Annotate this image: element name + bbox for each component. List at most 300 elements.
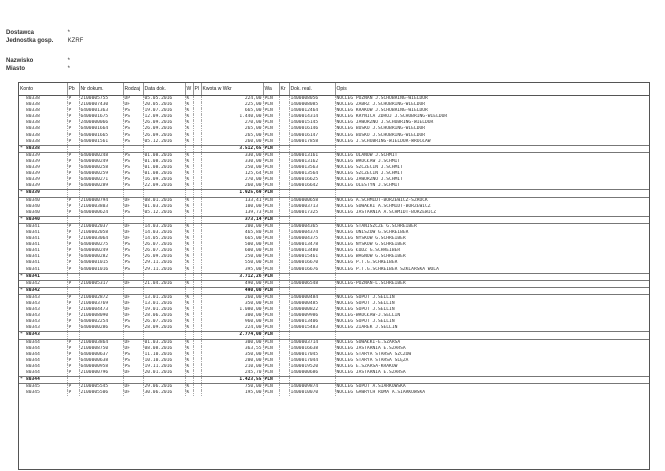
konto-cell [19,210,67,217]
w-cell: K [185,358,193,364]
doc-date-cell: 28.06.2016 [143,313,185,319]
amount-cell: 2.774,00 [201,332,263,339]
account-number: 80343 [26,294,40,300]
doc-date-cell: 14.03.2016 [143,230,185,236]
pb-cell: P [67,96,79,103]
amount-cell: 225,00 [201,102,263,108]
kr-cell [279,267,289,274]
real-doc-cell: 1400015145 [289,120,335,126]
pb-cell: P [67,102,79,108]
account-number: 80338 [26,138,40,144]
doc-date-cell: 11.10.2016 [143,352,185,358]
amount-cell: 330,00 [201,159,263,165]
real-doc-cell: 1400008056 [289,96,335,103]
doc-type-cell: PS [123,319,143,325]
real-doc-cell: 1400013162 [289,159,335,165]
row-marker: * [20,145,23,151]
doc-number-cell: 2100000794 [79,197,123,204]
description-cell: NOCLEG SZCZECIN J.SCHMIT [336,165,403,171]
konto-cell [19,139,67,146]
amount-cell: 210,00 [201,364,263,370]
real-doc-cell: 1400000485 [289,301,335,307]
row-marker: * [20,287,23,293]
doc-date-cell [143,377,185,384]
kr-cell [279,384,289,391]
currency-cell: PLN [263,152,279,159]
account-number: 80343 [26,301,40,306]
account-number: 80341 [26,223,40,229]
doc-type-cell: PS [123,183,143,190]
pb-cell: P [67,294,79,301]
city-label: Miasto [6,66,26,72]
doc-type-cell: PS [123,171,143,177]
currency-cell: PLN [263,171,279,177]
description-cell: NOCLEG SOPOT J.SELLIN [336,294,395,300]
description-cell: NOCLEG STARYA STARSA ŚLĘZA [336,357,409,363]
ledger-table-frame [18,82,650,470]
amount-cell: 224,00 [201,325,263,332]
pl-cell [193,280,201,287]
account-number: 80341 [26,273,40,279]
currency-cell: PLN [263,120,279,126]
konto-cell [19,294,67,301]
account-number: 80344 [26,339,40,345]
account-number: 80341 [26,254,40,260]
amount-cell: 300,00 [201,339,263,346]
amount-cell: 665,00 [201,108,263,114]
real-doc-cell: 1400013563 [289,165,335,171]
col-data-dok: Data dok. [143,83,185,96]
currency-cell: PLN [263,390,279,396]
w-cell: K [185,294,193,301]
w-cell: K [185,96,193,103]
pb-cell: P [67,267,79,274]
real-doc-cell: 1400016676 [289,267,335,274]
table-row [19,370,649,377]
real-doc-cell: 1400017325 [289,210,335,217]
pl-cell [193,370,201,377]
currency-cell: PLN [263,307,279,313]
description-cell [335,190,649,197]
currency-cell: PLN [263,254,279,260]
real-doc-cell: 1400013564 [289,171,335,177]
pl-cell [193,377,201,384]
pb-cell: P [67,242,79,248]
amount-cell: 1.080,00 [201,307,263,313]
doc-number-cell: 2100005317 [79,280,123,287]
doc-type-cell: DF [123,370,143,377]
pb-cell: P [67,364,79,370]
w-cell: K [185,248,193,254]
doc-number-cell: 6400000258 [79,165,123,171]
pb-cell: P [67,114,79,120]
real-doc-cell [289,145,335,152]
currency-cell: PLN [263,352,279,358]
currency-cell: PLN [263,159,279,165]
amount-cell: 490,00 [201,287,263,294]
account-number: 80344 [26,370,40,376]
ledger-table [19,83,649,396]
real-doc-cell: 1400016625 [289,177,335,183]
pb-cell: P [67,358,79,364]
pb-cell: P [67,254,79,260]
doc-number-cell: 6400000958 [79,364,123,370]
amount-cell: 139,73 [201,210,263,217]
w-cell: K [185,210,193,217]
doc-type-cell [123,287,143,294]
amount-cell: 195,00 [201,390,263,396]
currency-cell: PLN [263,294,279,301]
konto-cell [19,370,67,377]
doc-number-cell: 2100005545 [79,384,123,391]
doc-type-cell: PS [123,133,143,139]
doc-date-cell [143,190,185,197]
doc-date-cell: 05.05.2016 [143,96,185,103]
description-cell: NOCLEG UNISZÓW G.SCHREIBER [336,229,409,235]
amount-cell: 265,00 [201,133,263,139]
doc-type-cell [123,273,143,280]
col-nr-dokum: Nr dokum. [79,83,123,96]
account-number: 80344 [26,357,40,363]
description-cell: NOCLEG ULANÓW J.SCHMIT [336,152,398,158]
doc-date-cell: 12.09.2016 [143,114,185,120]
ledger-body [19,96,649,397]
pb-cell: P [67,248,79,254]
currency-cell: PLN [263,319,279,325]
description-cell: NOCLEG STANISZCZE G.SCHREIBER [336,223,417,229]
doc-type-cell: DF [123,102,143,108]
pb-cell: P [67,108,79,114]
account-number: 80343 [26,332,40,338]
description-cell: NOCLEG BUSKO J.SCHUBRING-WIELDUR [336,132,426,138]
doc-number-cell: 2400000066 [79,120,123,126]
doc-date-cell: 13.01.2016 [143,301,185,307]
description-cell: NOCLEG JAWORZNO J.SCHUBRING-WIELDUR [336,120,434,126]
real-doc-cell: 1400000658 [289,197,335,204]
w-cell: K [185,120,193,126]
pb-cell [67,190,79,197]
row-marker: * [20,332,23,338]
doc-number-cell: 6400000282 [79,254,123,260]
pl-cell [193,390,201,396]
col-dok-real: Dok. real. [289,83,335,96]
doc-number-cell: 6400000249 [79,159,123,165]
kr-cell [279,370,289,377]
doc-date-cell: 26.09.2016 [143,120,185,126]
currency-cell: PLN [263,108,279,114]
supplier-label: Dostawca [6,30,35,36]
description-cell: NOCLEG WAGNÓW G.SCHREIBER [336,254,406,260]
doc-type-cell: DF [123,384,143,391]
real-doc-cell: 1400004365 [289,223,335,230]
pb-cell: P [67,313,79,319]
currency-cell: PLN [263,197,279,204]
description-cell: NOCLEG A.SCHMIDT-BORZEWICZ-SZROCK [336,197,428,203]
w-cell: K [185,307,193,313]
real-doc-cell: 1400017858 [289,139,335,146]
description-cell: NOCLEG SZCZECIN J.SCHMIT [336,171,403,177]
real-doc-cell: 1400015461 [289,254,335,260]
col-wa: Wa [263,83,279,96]
description-cell: NOCLEG OLESTYN J.SCHMIT [336,183,401,189]
doc-type-cell: PS [123,260,143,266]
pl-cell [193,273,201,280]
pb-cell: P [67,197,79,204]
kr-cell [279,183,289,190]
real-doc-cell: 1400017045 [289,352,335,358]
pb-cell: P [67,159,79,165]
konto-cell [19,332,67,339]
description-cell: NOCLEG SOPOT J.SELLIN [336,307,395,313]
pl-cell [193,223,201,230]
subtotal-row [19,190,649,197]
doc-date-cell [143,216,185,223]
account-number: 80339 [26,183,40,189]
doc-number-cell: 6400000271 [79,177,123,183]
w-cell: K [185,339,193,346]
currency-cell: PLN [263,190,279,197]
pb-cell: P [67,223,79,230]
account-number: 80342 [26,287,40,293]
doc-number-cell: 2100003064 [79,236,123,242]
amount-cell: 395,00 [201,267,263,274]
currency-cell: PLN [263,236,279,242]
pb-cell: P [67,165,79,171]
description-cell: NOCLEG KRAKÓW J.SCHUBRING-WIELDUR [336,108,428,114]
doc-type-cell: PS [123,159,143,165]
kr-cell [279,190,289,197]
currency-cell: PLN [263,133,279,139]
w-cell [185,145,193,152]
amount-cell: 465,80 [201,230,263,236]
pl-cell [193,96,201,103]
doc-date-cell: 19.07.2016 [143,108,185,114]
currency-cell: PLN [263,260,279,266]
konto-cell [19,190,67,197]
w-cell: K [185,102,193,108]
currency-cell: PLN [263,248,279,254]
account-number: 80343 [26,325,40,331]
konto-cell [19,96,67,103]
w-cell: K [185,313,193,319]
doc-type-cell: DF [123,307,143,313]
pb-cell [67,216,79,223]
w-cell: K [185,152,193,159]
doc-number-cell: 6400000259 [79,171,123,177]
currency-cell: PLN [263,332,279,339]
amount-cell: 200,00 [201,223,263,230]
currency-cell: PLN [263,346,279,352]
description-cell [335,377,649,384]
doc-number-cell: 6400000249 [79,248,123,254]
currency-cell: PLN [263,126,279,132]
doc-date-cell: 20.05.2016 [143,102,185,108]
w-cell: K [185,280,193,287]
konto-cell [19,152,67,159]
pb-cell: P [67,370,79,377]
account-number: 80341 [26,242,40,248]
w-cell: K [185,114,193,120]
real-doc-cell: 1400013480 [289,248,335,254]
currency-cell: PLN [263,230,279,236]
doc-type-cell: DF [123,346,143,352]
doc-number-cell [79,190,123,197]
doc-date-cell: 08.01.2016 [143,197,185,204]
description-cell: NOCLEG GAWRYCH ROMA A.SIARKOWSKA [336,390,426,396]
doc-type-cell: DF [123,223,143,230]
account-number: 80341 [26,236,40,242]
doc-date-cell: 26.09.2016 [143,133,185,139]
doc-type-cell: PS [123,358,143,364]
konto-cell [19,339,67,346]
surname-value: * [67,58,71,64]
description-cell: NOCLEG BUSKO J.SCHUBRING-WIELDUR [336,126,426,132]
real-doc-cell: 1400017044 [289,358,335,364]
w-cell [185,377,193,384]
account-number: 80339 [26,171,40,177]
w-cell: K [185,301,193,307]
pb-cell: P [67,133,79,139]
konto-cell [19,280,67,287]
amount-cell: 250,00 [201,254,263,260]
doc-number-cell [79,377,123,384]
currency-cell: PLN [263,287,279,294]
account-number: 80338 [26,108,40,114]
w-cell: K [185,364,193,370]
pb-cell: P [67,390,79,396]
description-cell [335,216,649,223]
doc-number-cell: 2100002058 [79,230,123,236]
description-cell [335,273,649,280]
col-kwota: Kwota w Wkr [201,83,263,96]
doc-number-cell: 6400000624 [79,210,123,217]
real-doc-cell: 1400013478 [289,242,335,248]
konto-cell [19,377,67,384]
table-row [19,267,649,274]
doc-type-cell: PS [123,242,143,248]
doc-type-cell: PS [123,325,143,332]
amount-cell: 960,00 [201,319,263,325]
real-doc-cell: 1400019520 [289,364,335,370]
doc-number-cell: 6400001664 [79,126,123,132]
currency-cell: PLN [263,377,279,384]
real-doc-cell: 1400016638 [289,346,335,352]
table-row [19,139,649,146]
doc-date-cell [143,332,185,339]
account-number: 80342 [26,280,40,286]
doc-date-cell [143,287,185,294]
kr-cell [279,332,289,339]
doc-number-cell: 2100002037 [79,223,123,230]
currency-cell: PLN [263,114,279,120]
konto-cell [19,183,67,190]
real-doc-cell: 1400013161 [289,152,335,159]
description-cell: NOCLEG WROCŁAW J.SCHMIT [336,158,401,164]
pl-cell [193,287,201,294]
doc-type-cell: PS [123,177,143,183]
w-cell: K [185,260,193,266]
account-number: 80340 [26,197,40,203]
currency-cell: PLN [263,267,279,274]
pb-cell: P [67,280,79,287]
table-row [19,210,649,217]
w-cell: K [185,223,193,230]
currency-cell: PLN [263,301,279,307]
real-doc-cell: 1400016146 [289,126,335,132]
doc-date-cell: 08.08.2016 [143,346,185,352]
doc-date-cell: 14.05.2016 [143,236,185,242]
kr-cell [279,139,289,146]
doc-date-cell: 22.09.2016 [143,183,185,190]
account-number: 80340 [26,209,40,215]
row-marker: * [20,273,23,279]
w-cell: K [185,254,193,260]
description-cell: NOCLEG JASTARNIA E.SZARSA [336,370,406,376]
description-cell [335,287,649,294]
description-cell: NOCLEG KRYNICA ZDRÓJ J.SCHUBRING-WIELDUR [336,114,448,120]
doc-number-cell: 6400000286 [79,325,123,332]
account-number: 80339 [26,152,40,158]
description-cell: NOCLEG J.SCHUBRING-WIELDUR-WROCŁAW [336,138,431,144]
doc-date-cell: 19.01.2016 [143,307,185,313]
doc-date-cell: 26.07.2016 [143,248,185,254]
description-cell: NOCLEG P.T.G.SCHREIBER [336,260,398,266]
amount-cell: 3.712,26 [201,273,263,280]
real-doc-cell: 1400004375 [289,236,335,242]
amount-cell: 363,55 [201,346,263,352]
row-marker: * [20,190,23,196]
pb-cell [67,332,79,339]
doc-number-cell: 2100005755 [79,96,123,103]
currency-cell: PLN [263,280,279,287]
doc-type-cell [123,332,143,339]
kr-cell [279,216,289,223]
real-doc-cell [289,273,335,280]
pb-cell: P [67,230,79,236]
account-number: 80344 [26,377,40,383]
doc-number-cell: 6400001665 [79,133,123,139]
description-cell: NOCLEG SOPOT A.SIARKOWSKA [336,384,406,390]
description-cell: NOCLEG JASTARNIA A.SCHMIDT-BORZEWICZ [336,209,437,215]
table-row [19,96,649,103]
table-row [19,280,649,287]
description-cell: NOCLEG ZABRZ J.SCHUBRING-WIELDUR [336,102,426,108]
account-number: 80339 [26,158,40,164]
real-doc-cell [289,377,335,384]
doc-type-cell: DF [123,301,143,307]
doc-number-cell: 6400000248 [79,152,123,159]
doc-type-cell: PS [123,139,143,146]
table-header-row [19,83,649,96]
doc-date-cell: 14.03.2016 [143,223,185,230]
account-number: 80345 [26,384,40,390]
description-cell [335,145,649,152]
account-number: 80344 [26,345,40,351]
account-number: 80338 [26,145,40,151]
row-marker: * [20,216,23,222]
kr-cell [279,197,289,204]
doc-type-cell: PS [123,114,143,120]
w-cell: K [185,177,193,183]
doc-number-cell: 6400001363 [79,108,123,114]
pb-cell: P [67,236,79,242]
table-row [19,325,649,332]
surname-label: Nazwisko [6,58,34,64]
pb-cell: P [67,171,79,177]
pb-cell: P [67,260,79,266]
account-number: 80343 [26,313,40,319]
currency-cell: PLN [263,210,279,217]
